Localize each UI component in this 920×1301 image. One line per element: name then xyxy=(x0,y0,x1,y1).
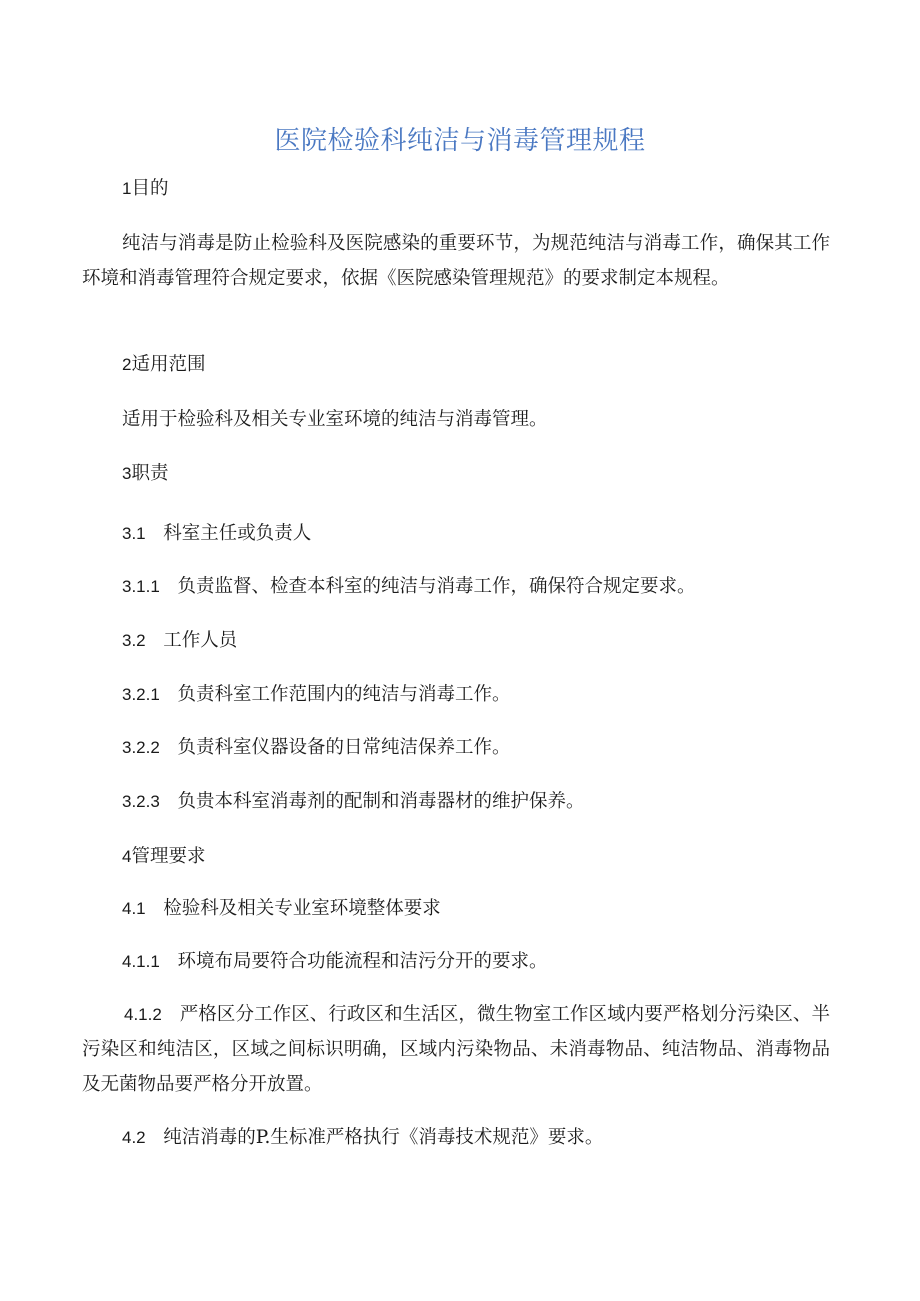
clause-number: 3.2.3 xyxy=(122,792,160,811)
clause-text: 环境布局要符合功能流程和洁污分开的要求。 xyxy=(177,951,548,972)
section-2-heading xyxy=(122,348,205,382)
section-heading-text: 目的 xyxy=(131,178,169,199)
clause-text: 科室主任或负责人 xyxy=(163,523,312,544)
section-4-1-1 xyxy=(122,945,547,979)
section-heading-text: 适用范围 xyxy=(131,354,206,375)
clause-number: 3.1.1 xyxy=(122,577,160,596)
clause-text: 负责科室工作范围内的纯洁与消毒工作。 xyxy=(177,684,511,705)
clause-text: 严格区分工作区、行政区和生活区，微生物室工作区域内要严格划分污染区、半污染区和纯洁区，区域之间标识明确，区域内污染物品、未消毒物品、纯洁物品、消毒物品及无菌物品要严格分开放置。 xyxy=(82,1004,830,1095)
clause-number: 4.1.1 xyxy=(122,952,160,971)
section-3-heading xyxy=(122,457,168,491)
document-title: 医院检验科纯洁与消毒管理规程 xyxy=(274,126,646,156)
section-number: 3 xyxy=(122,464,132,483)
section-4-2 xyxy=(122,1121,603,1155)
clause-number: 4.2 xyxy=(122,1128,146,1147)
clause-text: 检验科及相关专业室环境整体要求 xyxy=(163,898,441,919)
clause-number: 3.2 xyxy=(122,631,146,650)
section-3-2-2 xyxy=(122,731,510,765)
clause-text: 工作人员 xyxy=(163,630,238,651)
section-2-body: 适用于检验科及相关专业室环境的纯洁与消毒管理。 xyxy=(122,409,548,430)
section-4-1-2 xyxy=(82,997,830,1102)
section-1-heading xyxy=(122,172,168,206)
clause-text: 负责监督、检查本科室的纯洁与消毒工作，确保符合规定要求。 xyxy=(177,576,696,597)
section-4-1 xyxy=(122,892,441,926)
clause-text: 负贵本科室消毒剂的配制和消毒器材的维护保养。 xyxy=(177,791,585,812)
section-3-2 xyxy=(122,624,237,658)
section-number: 4 xyxy=(122,847,132,866)
section-3-1 xyxy=(122,517,311,551)
clause-number: 4.1 xyxy=(122,899,146,918)
clause-number: 3.2.1 xyxy=(122,685,160,704)
clause-number: 4.1.2 xyxy=(124,1005,162,1024)
section-heading-text: 管理要求 xyxy=(131,846,206,867)
section-1-body: 纯洁与消毒是防止检验科及医院感染的重要环节，为规范纯洁与消毒工作，确保其工作环境和消毒管理符合规定要求，依据《医院感染管理规范》的要求制定本规程。 xyxy=(82,233,830,289)
clause-number: 3.2.2 xyxy=(122,738,160,757)
clause-text: 负责科室仪器设备的日常纯洁保养工作。 xyxy=(177,737,511,758)
section-3-1-1 xyxy=(122,570,695,604)
clause-text: 纯洁消毒的P.生标准严格执行《消毒技术规范》要求。 xyxy=(163,1127,604,1148)
clause-number: 3.1 xyxy=(122,524,146,543)
section-number: 2 xyxy=(122,355,132,374)
section-3-2-3 xyxy=(122,785,584,819)
section-heading-text: 职责 xyxy=(131,463,169,484)
section-3-2-1 xyxy=(122,678,510,712)
section-number: 1 xyxy=(122,179,132,198)
section-4-heading xyxy=(122,840,205,874)
